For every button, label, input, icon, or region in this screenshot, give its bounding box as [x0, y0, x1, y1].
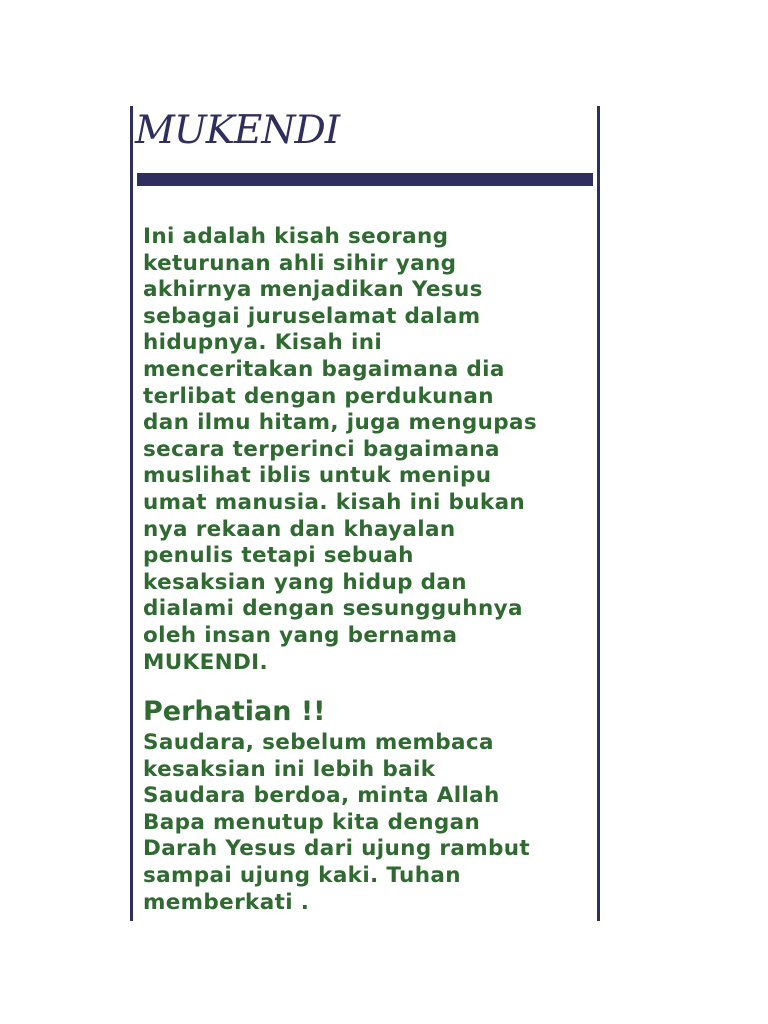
notice-line: Bapa menutup kita dengan	[143, 809, 481, 835]
intro-line: dialami dengan sesungguhnya	[143, 596, 523, 622]
notice-line: Darah Yesus dari ujung rambut	[143, 836, 530, 862]
notice-paragraph	[143, 730, 588, 916]
notice-heading: Perhatian !!	[143, 696, 326, 727]
intro-line: hidupnya. Kisah ini	[143, 330, 383, 356]
notice-line: memberkati .	[143, 889, 310, 915]
intro-line: sebagai juruselamat dalam	[143, 303, 481, 329]
intro-line: MUKENDI.	[143, 649, 269, 675]
intro-line: secara terperinci bagaimana	[143, 436, 500, 462]
notice-line: kesaksian ini lebih baik	[143, 756, 436, 782]
intro-line: oleh insan yang bernama	[143, 622, 458, 648]
notice-line: Saudara berdoa, minta Allah	[143, 783, 500, 809]
intro-line: Ini adalah kisah seorang	[143, 224, 449, 249]
intro-paragraph	[143, 224, 588, 676]
intro-line: keturunan ahli sihir yang	[143, 250, 457, 276]
intro-line: penulis tetapi sebuah	[143, 543, 414, 569]
left-vertical-rule	[130, 106, 133, 921]
intro-line: terlibat dengan perdukunan	[143, 383, 494, 409]
intro-line: muslihat iblis untuk menipu	[143, 463, 492, 489]
notice-line: Saudara, sebelum membaca	[143, 730, 494, 755]
intro-line: kesaksian yang hidup dan	[143, 569, 467, 595]
title-underline-bar	[137, 173, 593, 186]
intro-line: umat manusia. kisah ini bukan	[143, 489, 526, 515]
intro-line: menceritakan bagaimana dia	[143, 356, 505, 382]
intro-line: nya rekaan dan khayalan	[143, 516, 456, 542]
notice-line: sampai ujung kaki. Tuhan	[143, 862, 461, 888]
document-title: MUKENDI	[135, 108, 340, 153]
intro-line: akhirnya menjadikan Yesus	[143, 277, 483, 303]
intro-line: dan ilmu hitam, juga mengupas	[143, 410, 538, 436]
right-vertical-rule	[597, 106, 600, 921]
